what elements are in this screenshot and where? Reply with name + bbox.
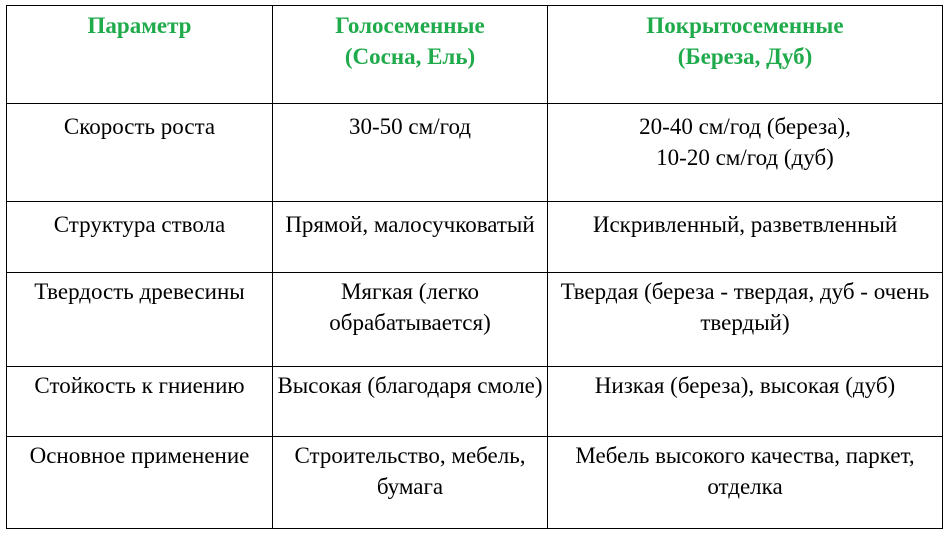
table-row-main-use (7, 437, 943, 529)
cell-param: Стойкость к гниению (7, 367, 273, 437)
cell-param: Основное применение (7, 437, 273, 529)
cell-angiosperms: Мебель высокого качества, паркет, отделка (548, 437, 943, 529)
header-angiosperms-examples: (Береза, Дуб) (677, 44, 813, 69)
header-angiosperms (548, 6, 943, 104)
cell-gymnosperms: Мягкая (легко обрабатывается) (273, 273, 548, 367)
table-row-rot-resistance (7, 367, 943, 437)
cell-param: Скорость роста (7, 104, 273, 202)
table-row-growth-rate (7, 104, 943, 202)
header-row (7, 6, 943, 104)
header-angiosperms-title: Покрытосеменные (646, 13, 844, 38)
cell-param: Твердость древесины (7, 273, 273, 367)
comparison-table (6, 5, 943, 529)
cell-gymnosperms: Строительство, мебель, бумага (273, 437, 548, 529)
cell-param: Структура ствола (7, 202, 273, 273)
cell-angiosperms-line1: 20-40 см/год (береза), (639, 114, 851, 139)
header-gymnosperms (273, 6, 548, 104)
cell-angiosperms-line2: 10-20 см/год (дуб) (656, 145, 834, 170)
table-row-trunk-structure (7, 202, 943, 273)
cell-angiosperms: Искривленный, разветвленный (548, 202, 943, 273)
cell-gymnosperms: Высокая (благодаря смоле) (273, 367, 548, 437)
cell-angiosperms: Твердая (береза - твердая, дуб - очень твердый) (548, 273, 943, 367)
table-row-wood-hardness (7, 273, 943, 367)
header-param-label: Параметр (87, 13, 192, 38)
cell-angiosperms: Низкая (береза), высокая (дуб) (548, 367, 943, 437)
header-gymnosperms-title: Голосеменные (335, 13, 485, 38)
cell-gymnosperms: Прямой, малосучковатый (273, 202, 548, 273)
cell-angiosperms (548, 104, 943, 202)
header-param (7, 6, 273, 104)
cell-gymnosperms: 30-50 см/год (273, 104, 548, 202)
header-gymnosperms-examples: (Сосна, Ель) (344, 44, 476, 69)
